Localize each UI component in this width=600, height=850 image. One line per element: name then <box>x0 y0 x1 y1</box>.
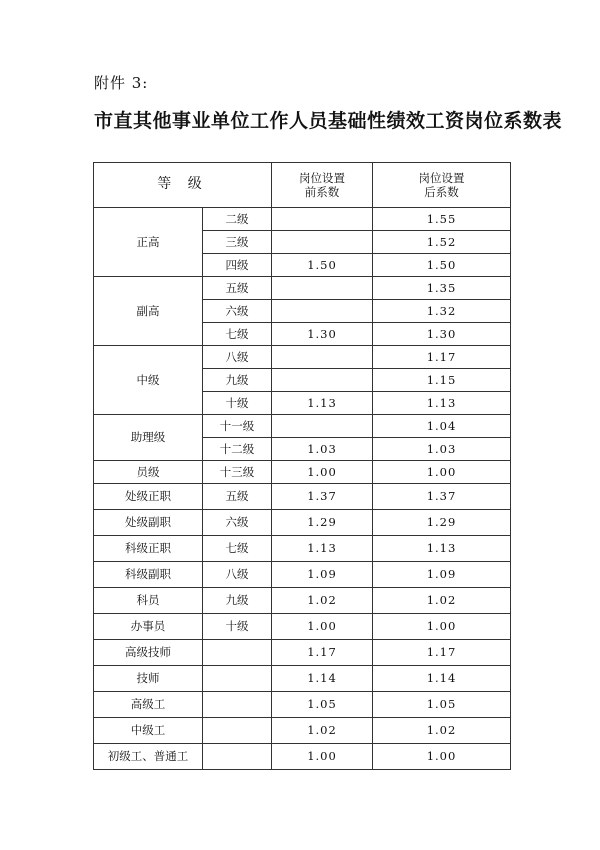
grade-group-cell: 员级 <box>94 461 203 484</box>
grade-cell: 初级工、普通工 <box>94 744 203 770</box>
header-row <box>94 163 511 208</box>
level-cell: 七级 <box>203 536 272 562</box>
level-cell <box>203 666 272 692</box>
grade-cell: 处级正职 <box>94 484 203 510</box>
header-after-line1: 岗位设置 <box>418 170 465 185</box>
header-grade: 等 级 <box>94 163 272 208</box>
before-coefficient-cell <box>272 277 373 300</box>
table-row <box>94 562 511 588</box>
before-coefficient-cell: 1.17 <box>272 640 373 666</box>
level-cell: 九级 <box>203 369 272 392</box>
before-coefficient-cell: 1.13 <box>272 392 373 415</box>
before-coefficient-cell: 1.03 <box>272 438 373 461</box>
before-coefficient-cell: 1.02 <box>272 588 373 614</box>
coefficient-table <box>93 162 511 770</box>
table-row <box>94 744 511 770</box>
before-coefficient-cell <box>272 369 373 392</box>
after-coefficient-cell: 1.09 <box>373 562 511 588</box>
table-row <box>94 346 511 369</box>
attachment-label: 附件 3: <box>94 74 149 92</box>
table-row <box>94 666 511 692</box>
table-row <box>94 510 511 536</box>
before-coefficient-cell: 1.00 <box>272 461 373 484</box>
table-row <box>94 640 511 666</box>
before-coefficient-cell: 1.00 <box>272 614 373 640</box>
after-coefficient-cell: 1.04 <box>373 415 511 438</box>
after-coefficient-cell: 1.02 <box>373 588 511 614</box>
after-coefficient-cell: 1.17 <box>373 346 511 369</box>
before-coefficient-cell <box>272 300 373 323</box>
table-body <box>94 163 511 770</box>
grade-group-cell: 副高 <box>94 277 203 346</box>
before-coefficient-cell <box>272 346 373 369</box>
table-row <box>94 277 511 300</box>
after-coefficient-cell: 1.13 <box>373 536 511 562</box>
grade-cell: 处级副职 <box>94 510 203 536</box>
after-coefficient-cell: 1.00 <box>373 744 511 770</box>
table-row <box>94 461 511 484</box>
before-coefficient-cell: 1.29 <box>272 510 373 536</box>
table-row <box>94 484 511 510</box>
after-coefficient-cell: 1.02 <box>373 718 511 744</box>
after-coefficient-cell: 1.15 <box>373 369 511 392</box>
after-coefficient-cell: 1.35 <box>373 277 511 300</box>
table-row <box>94 415 511 438</box>
level-cell: 十级 <box>203 392 272 415</box>
header-after <box>373 163 511 208</box>
level-cell <box>203 744 272 770</box>
header-before-line2: 前系数 <box>304 185 340 199</box>
before-coefficient-cell: 1.14 <box>272 666 373 692</box>
before-coefficient-cell: 1.50 <box>272 254 373 277</box>
level-cell: 七级 <box>203 323 272 346</box>
table-row <box>94 692 511 718</box>
level-cell: 五级 <box>203 484 272 510</box>
level-cell: 二级 <box>203 208 272 231</box>
level-cell <box>203 718 272 744</box>
header-before-line1: 岗位设置 <box>299 170 346 185</box>
header-after-line2: 后系数 <box>424 185 459 199</box>
table-row <box>94 718 511 744</box>
page-title: 市直其他事业单位工作人员基础性绩效工资岗位系数表 <box>94 110 563 132</box>
grade-group-cell: 助理级 <box>94 415 203 461</box>
after-coefficient-cell: 1.14 <box>373 666 511 692</box>
level-cell <box>203 640 272 666</box>
level-cell: 十三级 <box>203 461 272 484</box>
after-coefficient-cell: 1.32 <box>373 300 511 323</box>
level-cell: 十二级 <box>203 438 272 461</box>
grade-group-cell: 中级 <box>94 346 203 415</box>
before-coefficient-cell: 1.13 <box>272 536 373 562</box>
grade-cell: 科级副职 <box>94 562 203 588</box>
before-coefficient-cell: 1.30 <box>272 323 373 346</box>
level-cell <box>203 692 272 718</box>
grade-group-cell: 正高 <box>94 208 203 277</box>
after-coefficient-cell: 1.30 <box>373 323 511 346</box>
level-cell: 六级 <box>203 300 272 323</box>
after-coefficient-cell: 1.03 <box>373 438 511 461</box>
after-coefficient-cell: 1.13 <box>373 392 511 415</box>
grade-cell: 中级工 <box>94 718 203 744</box>
grade-cell: 高级工 <box>94 692 203 718</box>
before-coefficient-cell <box>272 231 373 254</box>
after-coefficient-cell: 1.37 <box>373 484 511 510</box>
table-row <box>94 614 511 640</box>
level-cell: 四级 <box>203 254 272 277</box>
after-coefficient-cell: 1.00 <box>373 614 511 640</box>
after-coefficient-cell: 1.55 <box>373 208 511 231</box>
level-cell: 八级 <box>203 562 272 588</box>
before-coefficient-cell: 1.00 <box>272 744 373 770</box>
grade-cell: 技师 <box>94 666 203 692</box>
level-cell: 十一级 <box>203 415 272 438</box>
grade-cell: 办事员 <box>94 614 203 640</box>
level-cell: 八级 <box>203 346 272 369</box>
after-coefficient-cell: 1.29 <box>373 510 511 536</box>
level-cell: 五级 <box>203 277 272 300</box>
before-coefficient-cell <box>272 415 373 438</box>
before-coefficient-cell: 1.09 <box>272 562 373 588</box>
before-coefficient-cell: 1.02 <box>272 718 373 744</box>
grade-cell: 科级正职 <box>94 536 203 562</box>
table-row <box>94 588 511 614</box>
after-coefficient-cell: 1.00 <box>373 461 511 484</box>
after-coefficient-cell: 1.52 <box>373 231 511 254</box>
level-cell: 三级 <box>203 231 272 254</box>
table-row <box>94 208 511 231</box>
after-coefficient-cell: 1.50 <box>373 254 511 277</box>
table-row <box>94 536 511 562</box>
after-coefficient-cell: 1.05 <box>373 692 511 718</box>
grade-cell: 高级技师 <box>94 640 203 666</box>
level-cell: 六级 <box>203 510 272 536</box>
before-coefficient-cell <box>272 208 373 231</box>
level-cell: 九级 <box>203 588 272 614</box>
grade-cell: 科员 <box>94 588 203 614</box>
before-coefficient-cell: 1.37 <box>272 484 373 510</box>
level-cell: 十级 <box>203 614 272 640</box>
before-coefficient-cell: 1.05 <box>272 692 373 718</box>
after-coefficient-cell: 1.17 <box>373 640 511 666</box>
header-before <box>272 163 373 208</box>
